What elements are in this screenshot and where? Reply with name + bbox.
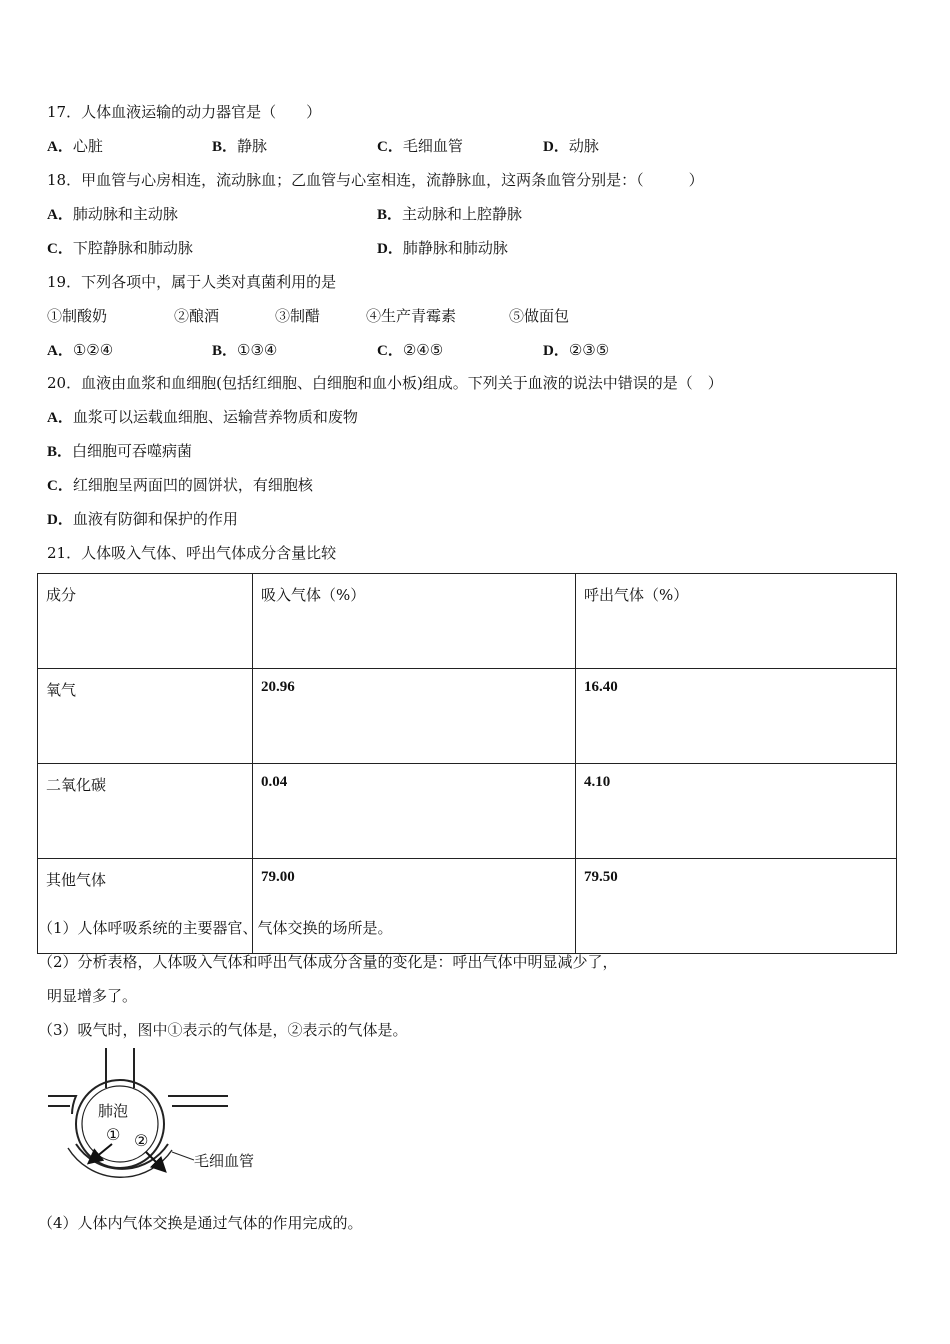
q19-option-a: A．①②④ <box>47 341 114 359</box>
q18-option-a: A．肺动脉和主动脉 <box>47 205 178 223</box>
q17-option-c: C．毛细血管 <box>377 137 463 155</box>
q18-option-c: C．下腔静脉和肺动脉 <box>47 239 193 257</box>
q19-item: ④生产青霉素 <box>366 307 457 325</box>
q17-option-b: B．静脉 <box>212 137 268 155</box>
q17-option-d: D．动脉 <box>543 137 599 155</box>
q21-sub4: （4）人体内气体交换是通过气体的作用完成的。 <box>38 1214 363 1232</box>
marker-1: ① <box>106 1125 121 1144</box>
table-header-row <box>38 574 897 669</box>
q17-option-a: A．心脏 <box>47 137 103 155</box>
alveolus-label: 肺泡 <box>98 1102 129 1120</box>
table-header-cell: 呼出气体（%） <box>576 574 897 669</box>
q21-sub1: （1）人体呼吸系统的主要器官、气体交换的场所是。 <box>38 919 393 937</box>
q19-item: ③制醋 <box>275 307 321 325</box>
q19-option-c: C．②④⑤ <box>377 341 444 359</box>
q19-item: ①制酸奶 <box>47 307 108 325</box>
q21-sub2: （2）分析表格，人体吸入气体和呼出气体成分含量的变化是：呼出气体中明显减少了， <box>38 953 618 971</box>
table-row <box>38 669 897 764</box>
capillary-label: 毛细血管 <box>194 1152 255 1170</box>
q19-option-b: B．①③④ <box>212 341 278 359</box>
q20-option-d: D．血液有防御和保护的作用 <box>47 510 238 528</box>
q17-stem: 17．人体血液运输的动力器官是（ ） <box>47 103 322 121</box>
arrow-1-icon <box>90 1144 112 1162</box>
q21-sub2-cont: 明显增多了。 <box>47 987 138 1005</box>
q21-sub3: （3）吸气时，图中①表示的气体是，②表示的气体是。 <box>38 1021 408 1039</box>
q20-stem: 20．血液由血浆和血细胞(包括红细胞、白细胞和血小板)组成。下列关于血液的说法中错误的是（ ） <box>47 374 723 392</box>
q19-item: ⑤做面包 <box>509 307 570 325</box>
alveolus-diagram <box>48 1048 273 1188</box>
table-row <box>38 859 897 954</box>
q18-stem: 18．甲血管与心房相连，流动脉血；乙血管与心室相连，流静脉血，这两条血管分别是：（ ） <box>47 171 704 189</box>
q18-option-b: B．主动脉和上腔静脉 <box>377 205 523 223</box>
q19-item: ②酿酒 <box>174 307 220 325</box>
table-cell: 二氧化碳 <box>38 764 253 859</box>
q20-option-b: B．白细胞可吞噬病菌 <box>47 442 193 460</box>
table-cell: 4.10 <box>576 764 897 859</box>
q19-stem: 19．下列各项中，属于人类对真菌利用的是 <box>47 273 337 291</box>
table-header-cell: 吸入气体（%） <box>253 574 576 669</box>
table-cell: 20.96 <box>253 669 576 764</box>
q20-option-a: A．血浆可以运载血细胞、运输营养物质和废物 <box>47 408 358 426</box>
table-cell: 79.50 <box>576 859 897 954</box>
table-row <box>38 764 897 859</box>
leader-line <box>172 1152 194 1160</box>
table-cell: 16.40 <box>576 669 897 764</box>
marker-2: ② <box>134 1131 149 1150</box>
q21-stem: 21．人体吸入气体、呼出气体成分含量比较 <box>47 544 337 562</box>
table-cell: 0.04 <box>253 764 576 859</box>
table-cell: 氧气 <box>38 669 253 764</box>
q19-option-d: D．②③⑤ <box>543 341 610 359</box>
q20-option-c: C．红细胞呈两面凹的圆饼状，有细胞核 <box>47 476 313 494</box>
q18-option-d: D．肺静脉和肺动脉 <box>377 239 508 257</box>
table-cell: 79.00 <box>253 859 576 954</box>
gas-composition-table <box>37 573 897 954</box>
table-header-cell: 成分 <box>38 574 253 669</box>
table-cell: 其他气体 <box>38 859 253 954</box>
